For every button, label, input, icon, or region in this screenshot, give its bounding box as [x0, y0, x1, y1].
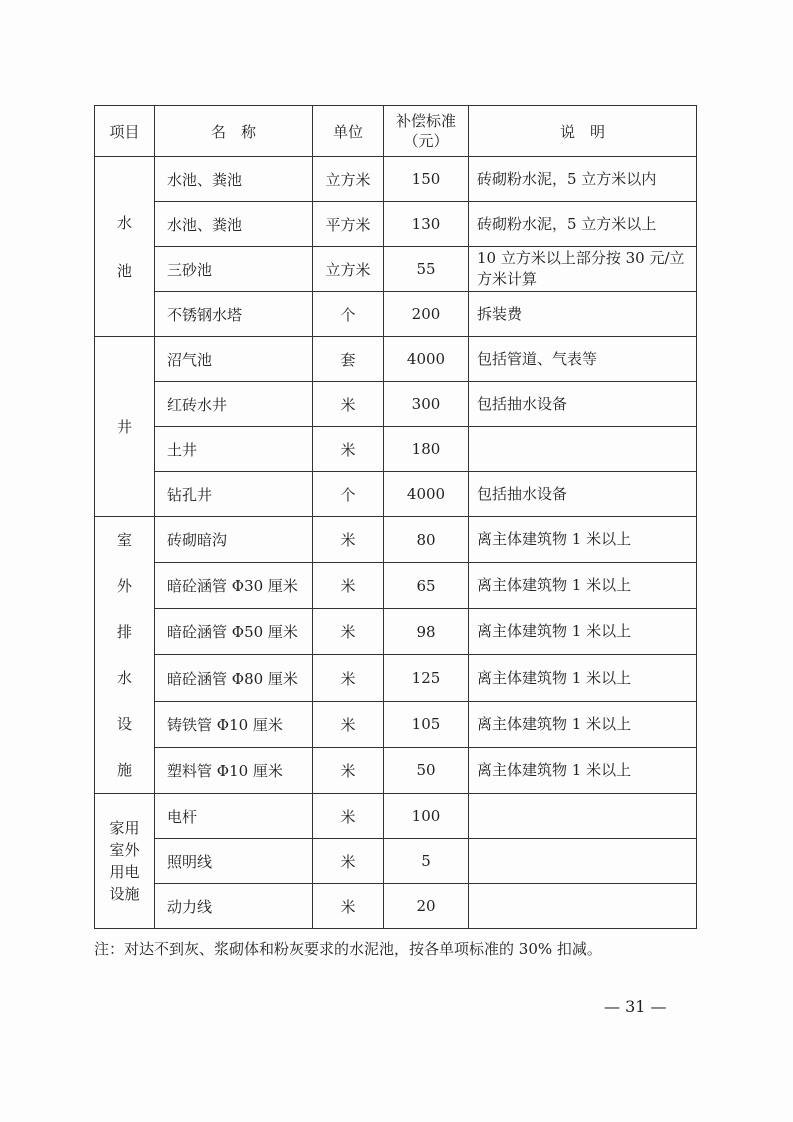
- row-note: [469, 427, 697, 472]
- row-price: 4000: [384, 472, 469, 517]
- table-row: [95, 884, 697, 929]
- table-row: [95, 655, 697, 701]
- row-unit: 套: [313, 337, 384, 382]
- row-price: 300: [384, 382, 469, 427]
- row-unit: 米: [313, 655, 384, 701]
- row-unit: 平方米: [313, 202, 384, 247]
- row-price: 50: [384, 747, 469, 793]
- row-name: 不锈钢水塔: [155, 292, 313, 337]
- row-unit: 个: [313, 292, 384, 337]
- header-name: 名 称: [155, 106, 313, 157]
- row-name: 暗砼涵管 Φ50 厘米: [155, 609, 313, 655]
- row-unit: 米: [313, 517, 384, 563]
- row-note: 离主体建筑物 1 米以上: [469, 563, 697, 609]
- row-name: 水池、粪池: [155, 202, 313, 247]
- row-note: 离主体建筑物 1 米以上: [469, 655, 697, 701]
- row-name: 铸铁管 Φ10 厘米: [155, 701, 313, 747]
- table-row: [95, 517, 697, 563]
- table-row: [95, 157, 697, 202]
- row-price: 5: [384, 839, 469, 884]
- table-row: [95, 337, 697, 382]
- header-standard-label: 补偿标准: [395, 112, 456, 130]
- table-row: [95, 247, 697, 292]
- row-unit: 米: [313, 563, 384, 609]
- row-name: 塑料管 Φ10 厘米: [155, 747, 313, 793]
- table-row: [95, 701, 697, 747]
- row-note: 离主体建筑物 1 米以上: [469, 609, 697, 655]
- row-note: [469, 884, 697, 929]
- row-unit: 立方米: [313, 247, 384, 292]
- row-note: 拆装费: [469, 292, 697, 337]
- table-row: [95, 427, 697, 472]
- row-unit: 米: [313, 884, 384, 929]
- table-row: [95, 292, 697, 337]
- header-note: 说 明: [469, 106, 697, 157]
- header-standard-unit: （元）: [403, 132, 449, 150]
- header-item: 项目: [95, 106, 155, 157]
- row-price: 98: [384, 609, 469, 655]
- row-unit: 米: [313, 609, 384, 655]
- row-unit: 米: [313, 794, 384, 839]
- row-unit: 米: [313, 427, 384, 472]
- row-price: 150: [384, 157, 469, 202]
- row-unit: 个: [313, 472, 384, 517]
- row-note: 离主体建筑物 1 米以上: [469, 747, 697, 793]
- row-price: 200: [384, 292, 469, 337]
- table-row: [95, 609, 697, 655]
- row-name: 电杆: [155, 794, 313, 839]
- compensation-table: [94, 105, 697, 929]
- row-unit: 米: [313, 382, 384, 427]
- row-unit: 米: [313, 747, 384, 793]
- row-name: 沼气池: [155, 337, 313, 382]
- row-note: 砖砌粉水泥，5 立方米以上: [469, 202, 697, 247]
- table-row: [95, 794, 697, 839]
- row-name: 砖砌暗沟: [155, 517, 313, 563]
- row-price: 4000: [384, 337, 469, 382]
- row-name: 土井: [155, 427, 313, 472]
- category-cell: 井: [95, 337, 155, 517]
- row-price: 130: [384, 202, 469, 247]
- row-note: 砖砌粉水泥，5 立方米以内: [469, 157, 697, 202]
- row-name: 动力线: [155, 884, 313, 929]
- footnote: 注：对达不到灰、浆砌体和粉灰要求的水泥池，按各单项标准的 30% 扣减。: [94, 940, 602, 958]
- row-name: 红砖水井: [155, 382, 313, 427]
- row-note: [469, 794, 697, 839]
- category-cell: 室外排水设施: [95, 517, 155, 794]
- row-price: 80: [384, 517, 469, 563]
- row-price: 180: [384, 427, 469, 472]
- row-note: 10 立方米以上部分按 30 元/立方米计算: [469, 247, 697, 292]
- row-note: 包括抽水设备: [469, 472, 697, 517]
- row-unit: 米: [313, 839, 384, 884]
- table-row: [95, 839, 697, 884]
- row-note: [469, 839, 697, 884]
- row-price: 65: [384, 563, 469, 609]
- row-note: 包括管道、气表等: [469, 337, 697, 382]
- row-name: 水池、粪池: [155, 157, 313, 202]
- table-row: [95, 747, 697, 793]
- row-price: 55: [384, 247, 469, 292]
- row-price: 125: [384, 655, 469, 701]
- table-row: [95, 472, 697, 517]
- row-note: 离主体建筑物 1 米以上: [469, 701, 697, 747]
- header-standard: [384, 106, 469, 157]
- header-unit: 单位: [313, 106, 384, 157]
- row-unit: 立方米: [313, 157, 384, 202]
- row-name: 暗砼涵管 Φ30 厘米: [155, 563, 313, 609]
- category-cell: 家用室外用电设施: [95, 794, 155, 929]
- table-row: [95, 382, 697, 427]
- row-unit: 米: [313, 701, 384, 747]
- row-price: 20: [384, 884, 469, 929]
- table-row: [95, 563, 697, 609]
- row-name: 照明线: [155, 839, 313, 884]
- table-header-row: [95, 106, 697, 157]
- row-price: 105: [384, 701, 469, 747]
- row-note: 包括抽水设备: [469, 382, 697, 427]
- row-name: 三砂池: [155, 247, 313, 292]
- row-price: 100: [384, 794, 469, 839]
- page-number: — 31 —: [604, 997, 667, 1016]
- category-cell: 水池: [95, 157, 155, 337]
- table-row: [95, 202, 697, 247]
- row-name: 暗砼涵管 Φ80 厘米: [155, 655, 313, 701]
- row-note: 离主体建筑物 1 米以上: [469, 517, 697, 563]
- row-name: 钻孔井: [155, 472, 313, 517]
